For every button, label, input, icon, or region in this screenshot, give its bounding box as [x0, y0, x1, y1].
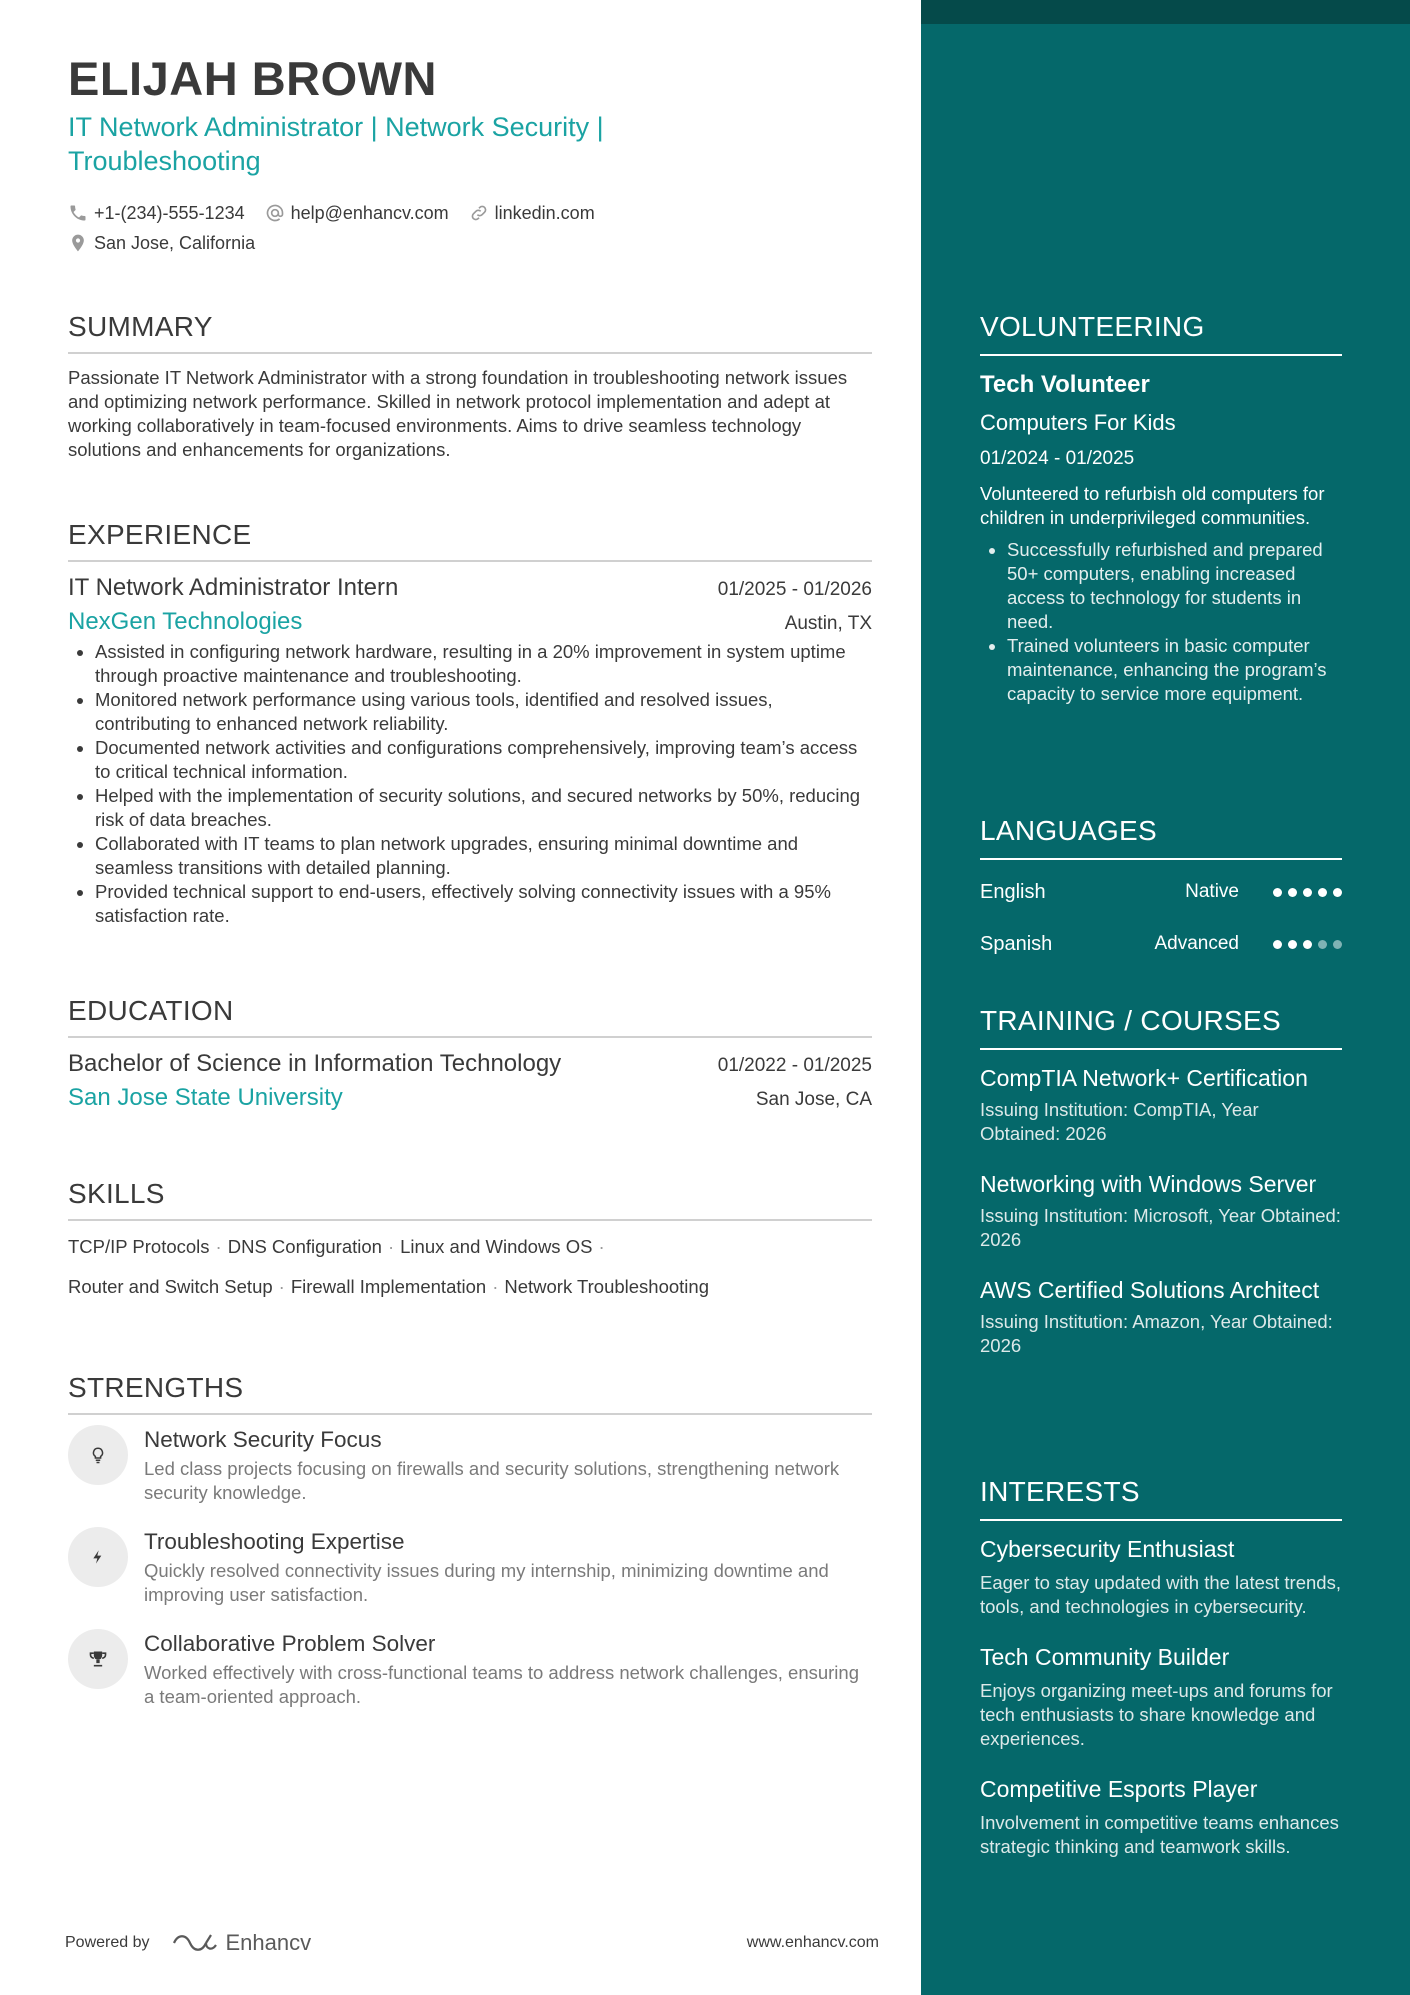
- language-name: English: [980, 880, 1046, 903]
- experience-bullets: [68, 640, 872, 928]
- interests-heading: INTERESTS: [980, 1475, 1342, 1521]
- school-name[interactable]: San Jose State University: [68, 1084, 343, 1111]
- skill-separator: ·: [387, 1236, 395, 1257]
- skill-item: DNS Configuration: [227, 1236, 382, 1257]
- skills-row: [68, 1275, 872, 1299]
- rating-dot-filled: [1273, 888, 1282, 897]
- training-title: AWS Certified Solutions Architect: [980, 1277, 1320, 1303]
- brand-name: Enhancv: [225, 1930, 312, 1955]
- school-location: San Jose, CA: [755, 1089, 872, 1110]
- link-icon: [469, 203, 489, 223]
- volunteer-desc: Volunteered to refurbish old computers for children in underprivileged communities.: [980, 483, 1325, 528]
- candidate-name: ELIJAH BROWN: [68, 52, 437, 105]
- interest-desc: Enjoys organizing meet-ups and forums for tech enthusiasts to share knowledge and experiences.: [980, 1680, 1333, 1749]
- strength-title: Collaborative Problem Solver: [144, 1631, 436, 1656]
- brand-logo[interactable]: [172, 1930, 312, 1956]
- skill-separator: ·: [215, 1236, 222, 1257]
- strength-desc: Quickly resolved connectivity issues during my internship, minimizing downtime and improving user satisfaction.: [144, 1560, 829, 1605]
- job-title: IT Network Administrator Intern: [68, 574, 399, 601]
- education-heading: EDUCATION: [68, 994, 872, 1038]
- training-title: CompTIA Network+ Certification: [980, 1065, 1308, 1091]
- footer-url[interactable]: www.enhancv.com: [746, 1934, 879, 1951]
- email-text: help@enhancv.com: [290, 203, 449, 223]
- skills-row: [68, 1235, 872, 1259]
- strength-item: [68, 1425, 872, 1505]
- list-item: • Documented network activities and configurations comprehensively, improving team’s access to critical technical information.: [95, 736, 872, 784]
- powered-by: [65, 1930, 311, 1956]
- rating-dot-filled: [1288, 940, 1297, 949]
- strength-item: [68, 1527, 872, 1607]
- volunteer-org: Computers For Kids: [980, 410, 1176, 435]
- location-pin-icon: [68, 233, 88, 253]
- location-contact: [68, 228, 255, 258]
- language-rating: [1273, 940, 1342, 949]
- skill-item: Firewall Implementation: [290, 1276, 487, 1297]
- training-item: [980, 1064, 1342, 1146]
- rating-dot-filled: [1303, 888, 1312, 897]
- interest-desc: Involvement in competitive teams enhances strategic thinking and teamwork skills.: [980, 1812, 1339, 1857]
- strength-title: Troubleshooting Expertise: [144, 1529, 405, 1554]
- training-section: [980, 1004, 1342, 1382]
- language-rating: [1273, 888, 1342, 897]
- interests-section: [980, 1475, 1342, 1883]
- summary-heading: SUMMARY: [68, 310, 872, 354]
- strength-desc: Led class projects focusing on firewalls and security solutions, strengthening network security knowledge.: [144, 1458, 840, 1503]
- degree-title: Bachelor of Science in Information Technology: [68, 1050, 562, 1077]
- interest-title: Competitive Esports Player: [980, 1776, 1258, 1802]
- skill-separator: ·: [598, 1236, 605, 1257]
- strength-item: [68, 1629, 872, 1709]
- rating-dot-filled: [1333, 888, 1342, 897]
- header: [68, 52, 872, 258]
- interest-item: [980, 1775, 1342, 1859]
- skill-item: Network Troubleshooting: [504, 1276, 709, 1297]
- candidate-title: IT Network Administrator | Network Security | Troubleshooting: [68, 112, 604, 176]
- rating-dot-filled: [1318, 888, 1327, 897]
- volunteering-section: [980, 310, 1342, 706]
- education-section: [68, 994, 872, 1112]
- summary-section: [68, 310, 872, 462]
- strength-desc: Worked effectively with cross-functional teams to address network challenges, ensuring a team-oriented approach.: [144, 1662, 859, 1707]
- summary-text: Passionate IT Network Administrator with a strong foundation in troubleshooting network issues and optimizing network performance. Skilled in network protocol implementation and adept at working collaboratively in team-focused environments. Aims to drive seamless technology solutions and enhancements for organizations.: [68, 367, 848, 460]
- list-item: • Collaborated with IT teams to plan network upgrades, ensuring minimal downtime and seamless transitions with detailed planning.: [95, 832, 872, 880]
- location-text: San Jose, California: [94, 233, 256, 253]
- language-level: Native: [1185, 881, 1239, 902]
- interest-title: Cybersecurity Enthusiast: [980, 1536, 1235, 1562]
- experience-heading: EXPERIENCE: [68, 518, 872, 562]
- training-item: [980, 1170, 1342, 1252]
- skill-separator: ·: [492, 1276, 499, 1297]
- list-item: • Assisted in configuring network hardware, resulting in a 20% improvement in system uptime through proactive maintenance and troubleshooting.: [95, 640, 872, 688]
- job-location: Austin, TX: [784, 613, 872, 634]
- training-desc: Issuing Institution: Microsoft, Year Obtained: 2026: [980, 1205, 1341, 1250]
- enhancv-logo-icon: [172, 1932, 218, 1954]
- skills-section: [68, 1177, 872, 1299]
- job-dates: 01/2025 - 01/2026: [717, 579, 872, 600]
- interest-desc: Eager to stay updated with the latest trends, tools, and technologies in cybersecurity.: [980, 1572, 1341, 1617]
- rating-dot-empty: [1333, 940, 1342, 949]
- phone-icon: [68, 203, 88, 223]
- training-desc: Issuing Institution: Amazon, Year Obtained: 2026: [980, 1311, 1333, 1356]
- training-item: [980, 1276, 1342, 1358]
- strengths-heading: STRENGTHS: [68, 1371, 872, 1415]
- languages-heading: LANGUAGES: [980, 814, 1342, 860]
- strength-title: Network Security Focus: [144, 1427, 382, 1452]
- rating-dot-filled: [1303, 940, 1312, 949]
- phone-contact[interactable]: [68, 198, 245, 228]
- phone-text: +1-(234)-555-1234: [94, 203, 245, 223]
- rating-dot-empty: [1318, 940, 1327, 949]
- interest-item: [980, 1643, 1342, 1751]
- skills-heading: SKILLS: [68, 1177, 872, 1221]
- footer: [65, 1930, 879, 1956]
- experience-section: [68, 518, 872, 928]
- sidebar-top-band: [921, 0, 1410, 24]
- list-item: • Trained volunteers in basic computer maintenance, enhancing the program’s capacity to service more equipment.: [1007, 634, 1342, 706]
- powered-by-label: Powered by: [65, 1934, 150, 1951]
- education-dates: 01/2022 - 01/2025: [717, 1055, 872, 1076]
- interest-title: Tech Community Builder: [980, 1644, 1230, 1670]
- language-level: Advanced: [1154, 933, 1239, 954]
- interest-item: [980, 1535, 1342, 1619]
- trophy-icon: [68, 1629, 128, 1689]
- language-row: [980, 926, 1342, 962]
- language-name: Spanish: [980, 932, 1053, 955]
- skill-item: Router and Switch Setup: [68, 1276, 273, 1297]
- languages-section: [980, 814, 1342, 978]
- lightning-icon: [68, 1527, 128, 1587]
- skill-item: Linux and Windows OS: [400, 1236, 593, 1257]
- training-desc: Issuing Institution: CompTIA, Year Obtained: 2026: [980, 1099, 1259, 1144]
- list-item: • Successfully refurbished and prepared 50+ computers, enabling increased access to technology for students in need.: [1007, 538, 1342, 634]
- lightbulb-icon: [68, 1425, 128, 1485]
- list-item: • Helped with the implementation of security solutions, and secured networks by 50%, reducing risk of data breaches.: [95, 784, 872, 832]
- contact-info: [68, 198, 872, 258]
- volunteering-heading: VOLUNTEERING: [980, 310, 1342, 356]
- training-title: Networking with Windows Server: [980, 1171, 1317, 1197]
- language-row: [980, 874, 1342, 910]
- email-contact[interactable]: [265, 198, 449, 228]
- volunteer-role: Tech Volunteer: [980, 371, 1150, 398]
- volunteer-bullets: [980, 538, 1342, 706]
- list-item: • Provided technical support to end-users, effectively solving connectivity issues with a 95% satisfaction rate.: [95, 880, 872, 928]
- volunteer-dates: 01/2024 - 01/2025: [980, 448, 1135, 469]
- website-contact[interactable]: [469, 198, 595, 228]
- company-name[interactable]: NexGen Technologies: [68, 608, 303, 635]
- website-text: linkedin.com: [494, 203, 595, 223]
- rating-dot-filled: [1273, 940, 1282, 949]
- list-item: • Monitored network performance using various tools, identified and resolved issues, contributing to enhanced network reliability.: [95, 688, 872, 736]
- skill-item: TCP/IP Protocols: [68, 1236, 210, 1257]
- training-heading: TRAINING / COURSES: [980, 1004, 1342, 1050]
- rating-dot-filled: [1288, 888, 1297, 897]
- skill-separator: ·: [278, 1276, 285, 1297]
- at-icon: [265, 203, 285, 223]
- strengths-section: [68, 1371, 872, 1731]
